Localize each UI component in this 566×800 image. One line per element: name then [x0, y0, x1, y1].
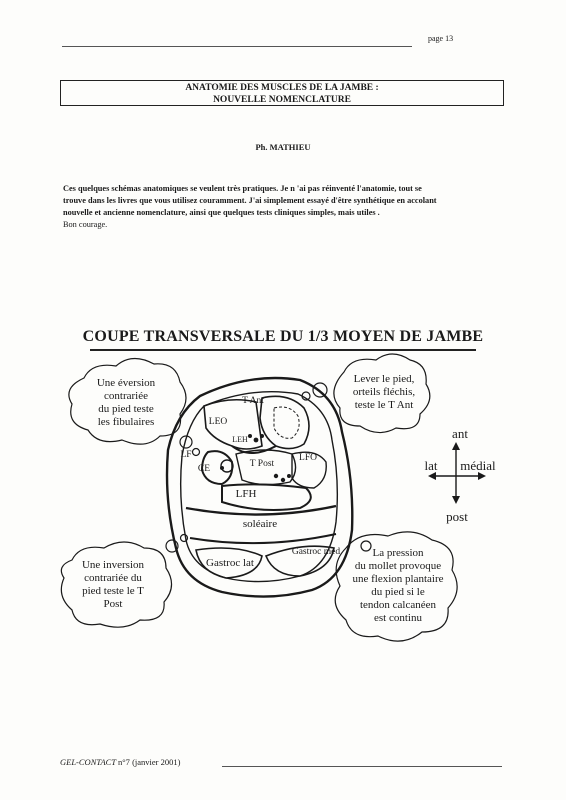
bubble-tl-line-4: les fibulaires	[97, 416, 155, 428]
soleus-lower	[190, 534, 336, 543]
arrow-up-icon	[452, 442, 460, 450]
arrow-left-icon	[428, 472, 436, 480]
footer-date: (janvier 2001)	[132, 757, 181, 767]
tibia-inner	[274, 407, 299, 438]
bubble-bl-line-2: contrariée du	[84, 572, 142, 584]
bubble-br-line-4: du pied si le	[371, 586, 425, 598]
figure-title: COUPE TRANSVERSALE DU 1/3 MOYEN DE JAMBE	[82, 328, 484, 345]
bubble-br-line-1: La pression	[372, 547, 424, 559]
bubble-bottom-right-text	[352, 547, 443, 624]
label-ce: CE	[197, 464, 211, 474]
author: Ph. MATHIEU	[255, 142, 311, 152]
fibula-bone	[221, 460, 233, 472]
bubble-br-line-6: est continu	[374, 612, 422, 624]
intro-line-3: nouvelle et ancienne nomenclature, ainsi que quelques tests cliniques simples, mais utiles .	[63, 208, 380, 217]
label-leh: LEH	[232, 435, 248, 444]
intro-line-2: trouve dans les livres que vous utilisez couramment. J'ai simplement essayé d'être synthétique en accolant	[63, 196, 437, 205]
tibia	[260, 396, 309, 448]
orientation-compass	[425, 426, 497, 524]
title-line-2: NOUVELLE NOMENCLATURE	[213, 95, 351, 105]
bubble-br-line-3: une flexion plantaire	[352, 573, 444, 585]
bubble-bl-line-3: pied teste le T	[82, 585, 144, 597]
leg-section	[167, 378, 352, 597]
label-lfh: LFH	[235, 488, 257, 500]
label-tant: T Ant	[242, 396, 264, 406]
footer-journal	[60, 757, 180, 767]
bubble-top-left-text	[97, 377, 156, 428]
bubble-bl-line-1: Une inversion	[81, 559, 145, 571]
label-gastroc-lat: Gastroc lat	[206, 557, 254, 569]
arrow-right-icon	[478, 472, 486, 480]
bubble-tr-line-2: orteils fléchis,	[352, 386, 416, 398]
label-soleaire: soléaire	[242, 518, 278, 530]
bubble-tl-line-2: contrariée	[104, 390, 148, 402]
bubble-top-right-text	[353, 373, 416, 411]
intro-line-4: Bon courage.	[63, 220, 108, 229]
orientation-lat: lat	[424, 458, 438, 473]
bubble-tl-line-3: du pied teste	[98, 403, 154, 415]
footer-rule	[222, 766, 502, 767]
page-number: page 13	[428, 34, 454, 43]
bubble-br-line-2: du mollet provoque	[354, 560, 442, 572]
bubble-tr-line-1: Lever le pied,	[353, 373, 415, 385]
bubble-tl-line-1: Une éversion	[96, 377, 156, 389]
bubble-bottom-left-text	[82, 559, 145, 610]
label-lf: LF	[180, 450, 192, 460]
label-leo: LEO	[208, 417, 228, 427]
title-line-1: ANATOMIE DES MUSCLES DE LA JAMBE :	[185, 83, 379, 93]
orientation-medial: médial	[460, 458, 496, 473]
label-tpost: T Post	[249, 459, 275, 469]
label-lfo: LFO	[299, 453, 317, 463]
bubble-tr-line-3: teste le T Ant	[354, 399, 414, 411]
orientation-post: post	[446, 509, 468, 524]
footer-issue: n°7	[118, 757, 130, 767]
arrow-down-icon	[452, 496, 460, 504]
intro-line-1: Ces quelques schémas anatomiques se veulent très pratiques. Je n 'ai pas réinventé l'anatomie, tout se	[63, 184, 422, 193]
orientation-ant: ant	[452, 426, 468, 441]
footer-journal-name: GEL-CONTACT	[60, 757, 116, 767]
label-gastroc-med: Gastroc med	[291, 547, 341, 557]
bubble-br-line-5: tendon calcanéen	[359, 599, 437, 611]
bubble-bl-line-4: Post	[103, 598, 123, 610]
